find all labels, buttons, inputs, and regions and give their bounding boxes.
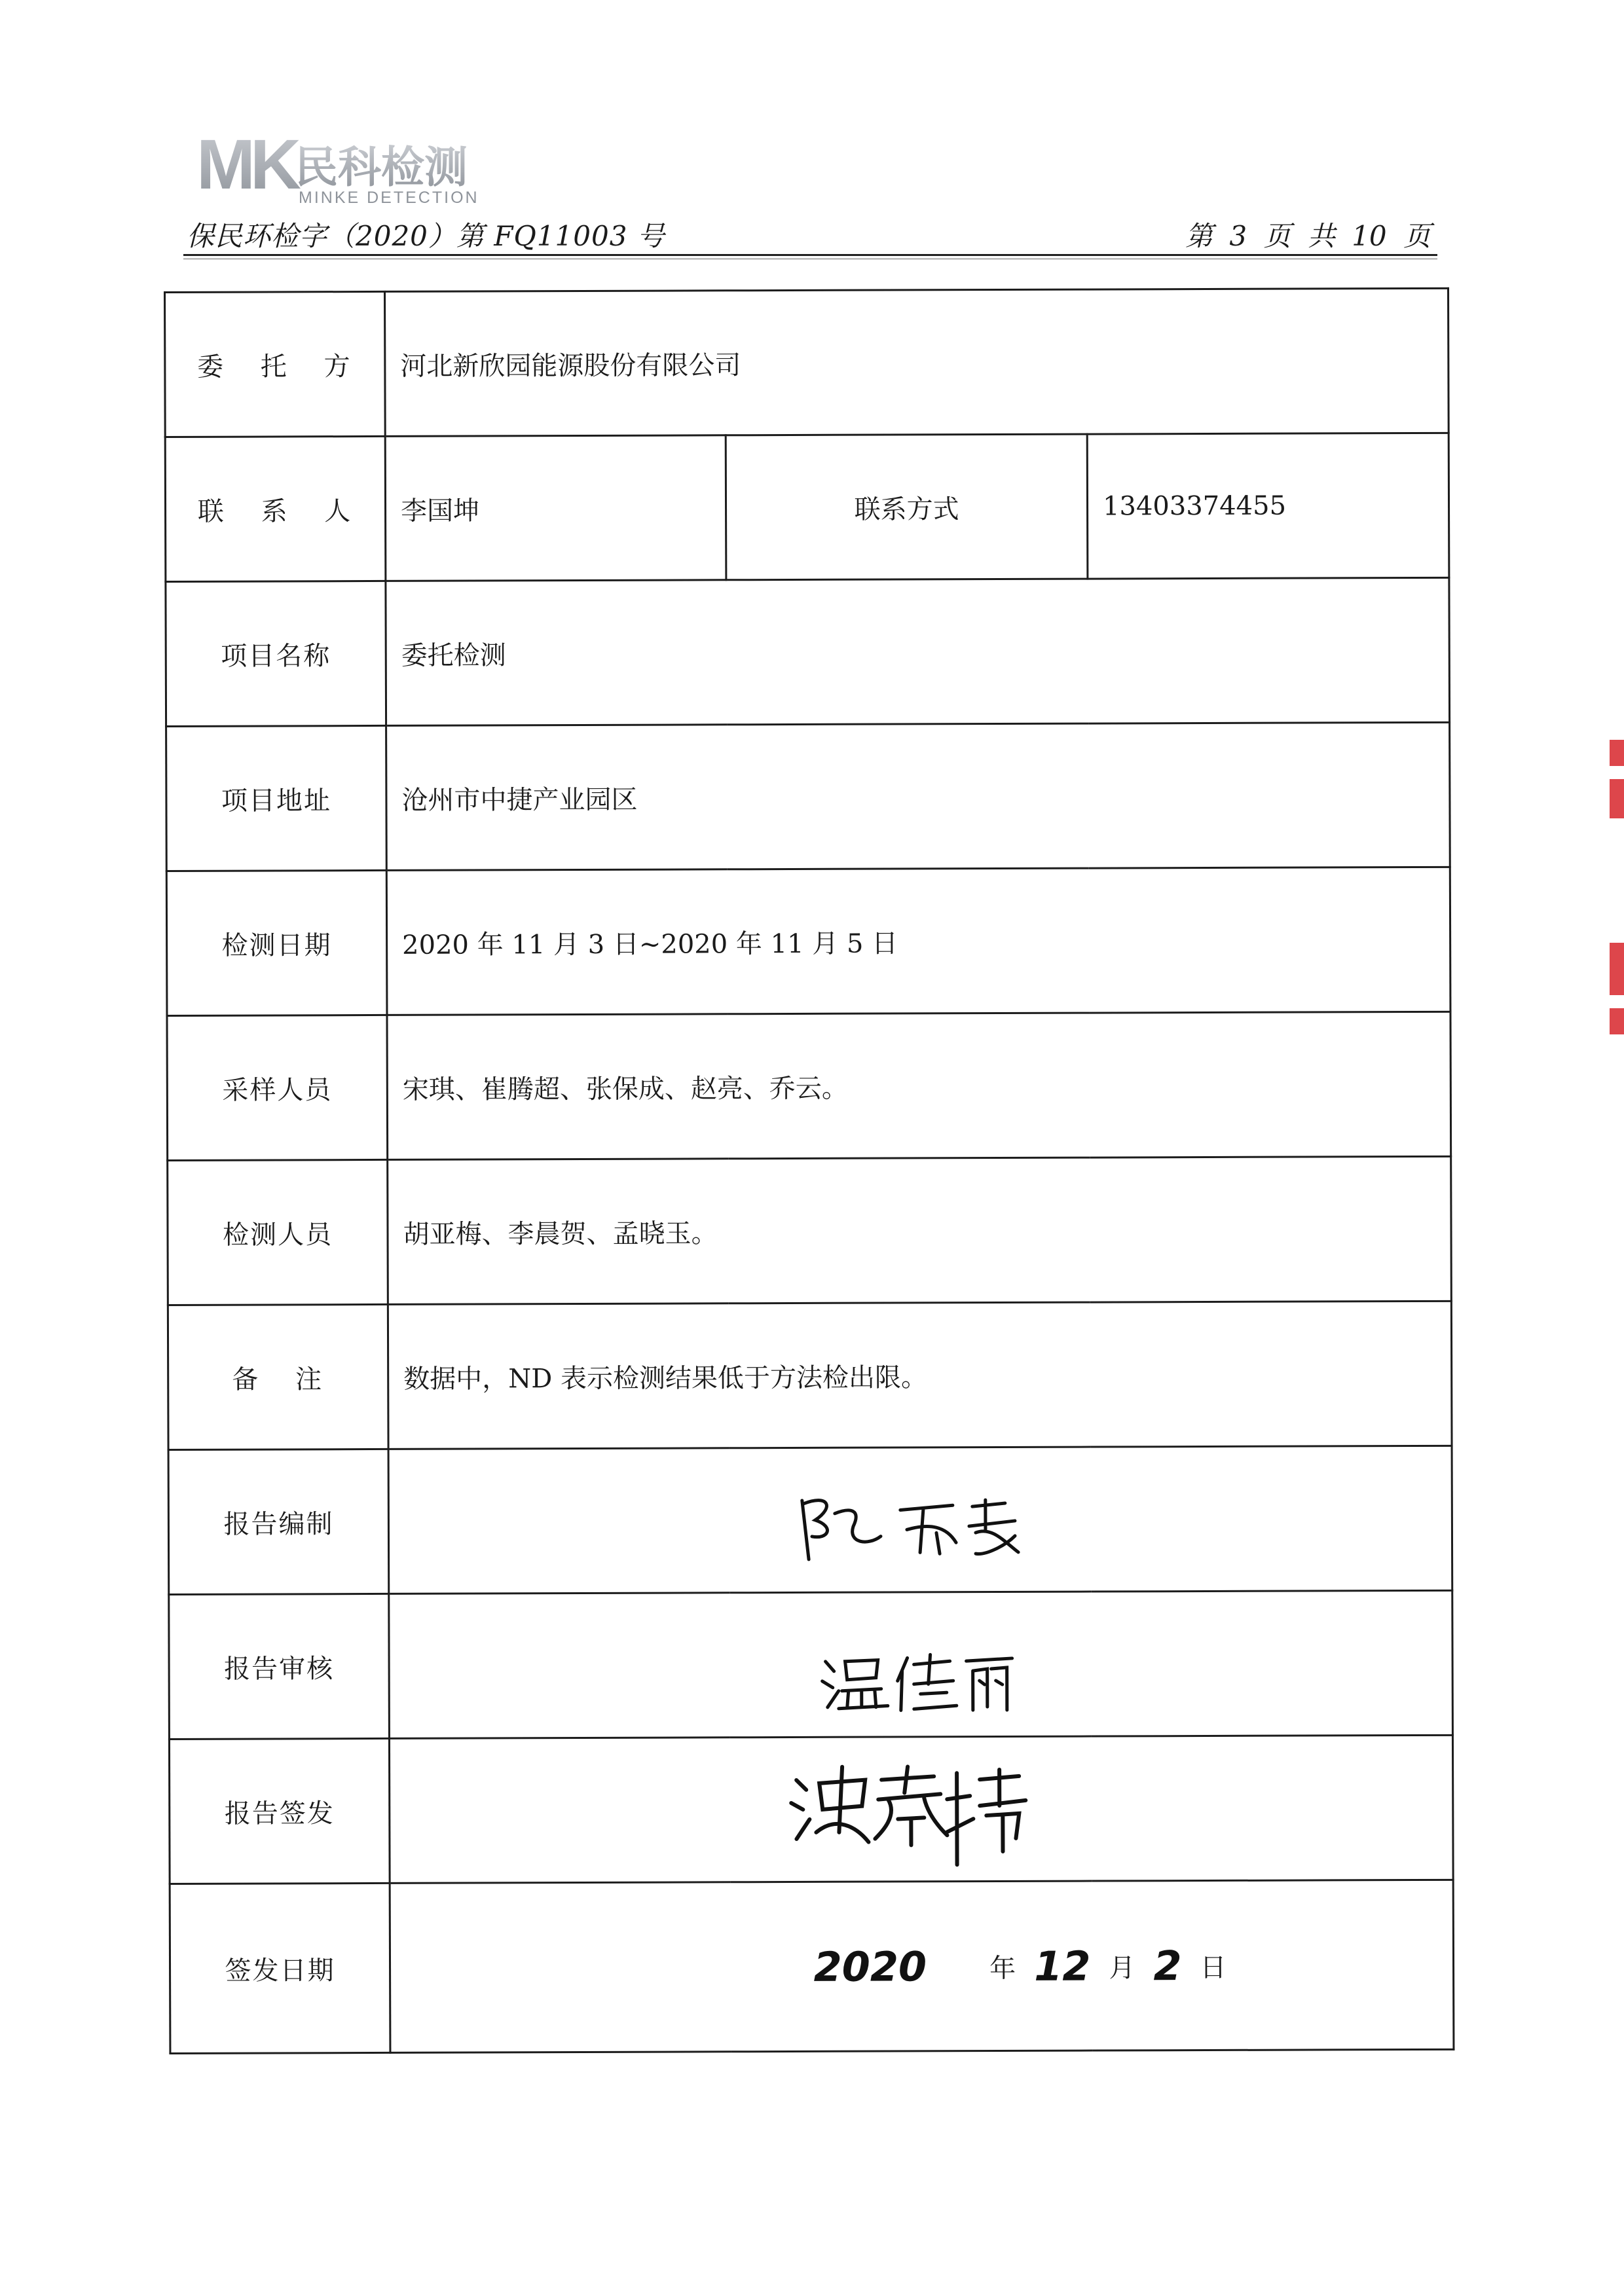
testers-label: 检测人员 [168, 1159, 388, 1305]
issue-date-month-unit: 月 [1109, 1952, 1135, 1983]
issued-label: 报告签发 [169, 1738, 390, 1884]
contact-method-label: 联系方式 [726, 434, 1088, 580]
row-project-name [166, 577, 1450, 726]
issue-date-year: 2020 [813, 1942, 927, 1991]
issue-date-day-unit: 日 [1200, 1952, 1227, 1983]
svg-text:MK: MK [196, 131, 296, 204]
issue-date-label: 签发日期 [170, 1883, 390, 2053]
minke-logo-graphic [196, 131, 485, 210]
prepared-signature [789, 1480, 1038, 1579]
row-test-date [166, 867, 1450, 1015]
report-number: 保民环检字（2020）第 FQ11003 号 [187, 220, 665, 252]
issued-signature-cell [389, 1735, 1453, 1883]
contact-value: 李国坤 [385, 435, 726, 581]
row-issue-date [170, 1880, 1454, 2053]
samplers-value: 宋琪、崔腾超、张保成、赵亮、乔云。 [387, 1011, 1451, 1159]
issue-date-month: 12 [1034, 1942, 1091, 1990]
reviewed-signature [815, 1641, 1025, 1721]
test-date-value: 2020 年 11 月 3 日~2020 年 11 月 5 日 [386, 867, 1450, 1015]
row-project-address [166, 722, 1450, 871]
row-reviewed [169, 1590, 1453, 1739]
row-prepared [168, 1446, 1452, 1594]
testers-value: 胡亚梅、李晨贺、孟晓玉。 [388, 1156, 1452, 1304]
issued-signature [783, 1753, 1046, 1878]
svg-text:民科检测: 民科检测 [295, 142, 468, 192]
issue-date-day: 2 [1153, 1941, 1182, 1990]
samplers-label: 采样人员 [167, 1015, 388, 1160]
stamp-edge-mark [1610, 779, 1624, 818]
test-date-label: 检测日期 [166, 870, 387, 1015]
issue-date-year-unit: 年 [989, 1953, 1016, 1984]
project-name-value: 委托检测 [386, 577, 1450, 725]
row-issued [169, 1735, 1453, 1884]
client-label: 委 托 方 [165, 291, 386, 437]
stamp-edge-mark [1610, 1008, 1624, 1034]
client-value: 河北新欣园能源股份有限公司 [385, 288, 1449, 436]
project-name-label: 项目名称 [166, 581, 386, 726]
row-testers [168, 1156, 1452, 1305]
reviewed-signature-cell [389, 1590, 1453, 1738]
row-client [165, 288, 1449, 437]
issue-date-value [390, 1880, 1454, 2052]
row-remark [168, 1301, 1452, 1449]
remark-label: 备 注 [168, 1304, 388, 1449]
issue-date-line [391, 1941, 1452, 1992]
page-indicator: 第 3 页 共 10 页 [1185, 220, 1431, 252]
prepared-signature-cell [388, 1446, 1452, 1594]
report-info-table [164, 287, 1454, 2054]
stamp-edge-mark [1610, 740, 1624, 766]
contact-phone: 13403374455 [1087, 433, 1449, 579]
project-address-value: 沧州市中捷产业园区 [386, 722, 1450, 870]
header-rule [183, 254, 1437, 256]
stamp-edge-mark [1610, 943, 1624, 995]
contact-label: 联 系 人 [165, 436, 386, 581]
project-address-label: 项目地址 [166, 725, 387, 871]
remark-value: 数据中，ND 表示检测结果低于方法检出限。 [388, 1301, 1452, 1449]
prepared-label: 报告编制 [168, 1449, 389, 1594]
svg-text:MINKE DETECTION: MINKE DETECTION [299, 189, 479, 207]
row-samplers [167, 1011, 1451, 1160]
reviewed-label: 报告审核 [169, 1594, 390, 1739]
row-contact [165, 433, 1449, 581]
minke-logo [196, 131, 485, 210]
